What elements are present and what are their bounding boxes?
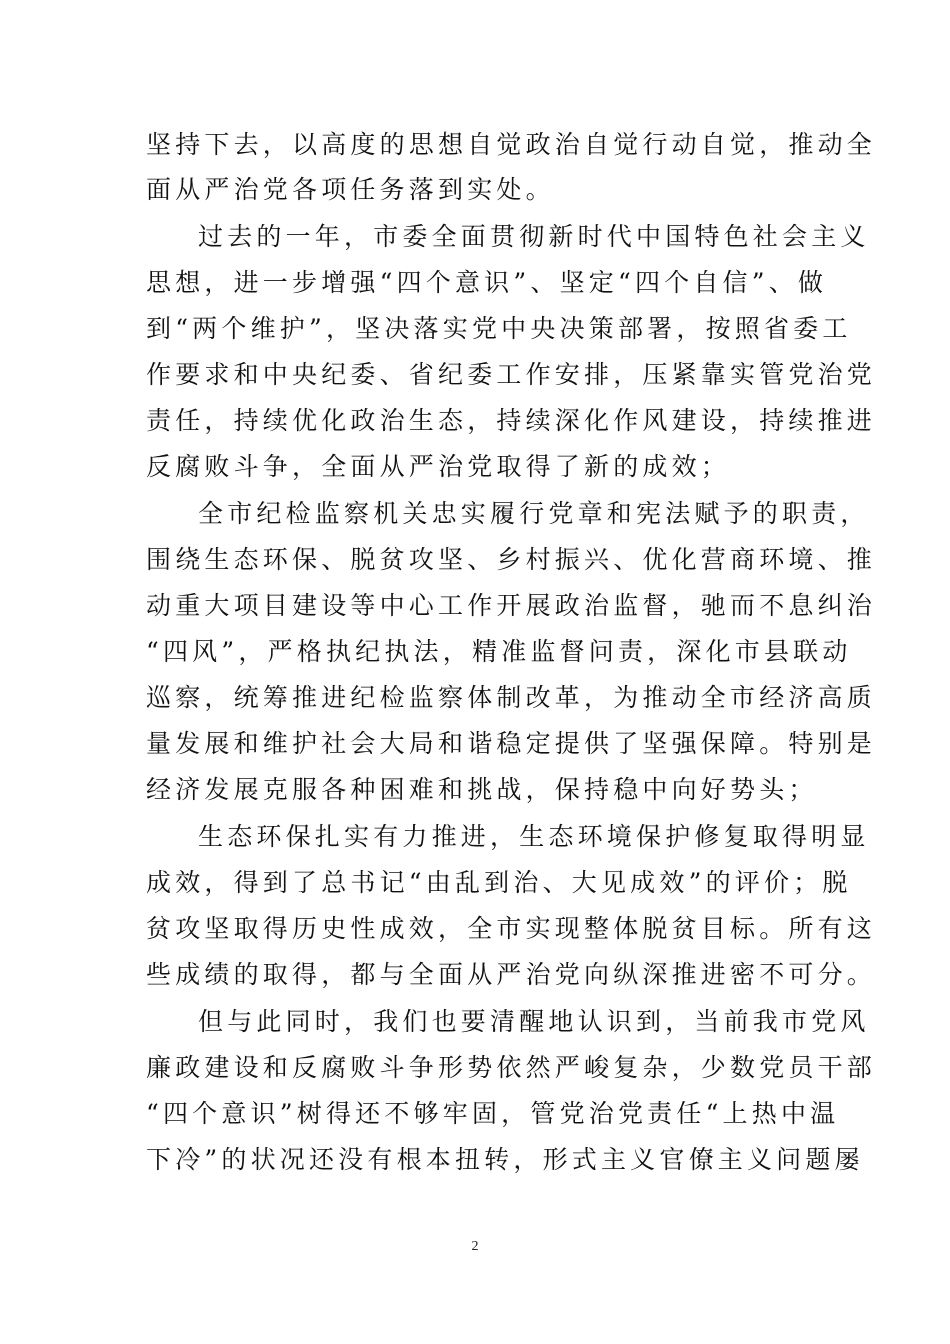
text-line: 围绕生态环保、脱贫攻坚、乡村振兴、优化营商环境、推	[146, 545, 877, 574]
text-line: 思想，进一步增强“四个意识”、坚定“四个自信”、做	[146, 268, 828, 297]
text-line: 反腐败斗争，全面从严治党取得了新的成效；	[146, 452, 731, 481]
text-line: “四个意识”树得还不够牢固，管党治党责任“上热中温	[146, 1099, 840, 1128]
text-line: 作要求和中央纪委、省纪委工作安排，压紧靠实管党治党	[146, 360, 877, 389]
text-line: 量发展和维护社会大局和谐稳定提供了坚强保障。特别是	[146, 729, 877, 758]
text-line: 贫攻坚取得历史性成效，全市实现整体脱贫目标。所有这	[146, 914, 877, 943]
page-number: 2	[471, 1239, 479, 1254]
text-line: “四风”，严格执纪执法，精准监督问责，深化市县联动	[146, 637, 852, 666]
text-line: 面从严治党各项任务落到实处。	[146, 175, 555, 204]
text-line: 经济发展克服各种困难和挑战，保持稳中向好势头；	[146, 775, 818, 804]
text-line: 生态环保扎实有力推进，生态环境保护修复取得明显	[198, 822, 870, 851]
text-line: 责任，持续优化政治生态，持续深化作风建设，持续推进	[146, 406, 877, 435]
text-line: 巡察，统筹推进纪检监察体制改革，为推动全市经济高质	[146, 683, 877, 712]
text-line: 坚持下去，以高度的思想自觉政治自觉行动自觉，推动全	[146, 130, 877, 159]
text-line: 过去的一年，市委全面贯彻新时代中国特色社会主义	[198, 222, 870, 251]
text-line: 到“两个维护”，坚决落实党中央决策部署，按照省委工	[146, 314, 852, 343]
text-line: 但与此同时，我们也要清醒地认识到，当前我市党风	[198, 1007, 870, 1036]
text-line: 动重大项目建设等中心工作开展政治监督，驰而不息纠治	[146, 591, 877, 620]
text-line: 下冷”的状况还没有根本扭转，形式主义官僚主义问题屡	[146, 1145, 864, 1174]
text-line: 些成绩的取得，都与全面从严治党向纵深推进密不可分。	[146, 960, 877, 989]
text-line: 成效，得到了总书记“由乱到治、大见成效”的评价；脱	[146, 868, 852, 897]
text-line: 廉政建设和反腐败斗争形势依然严峻复杂，少数党员干部	[146, 1053, 877, 1082]
text-line: 全市纪检监察机关忠实履行党章和宪法赋予的职责，	[198, 499, 870, 528]
